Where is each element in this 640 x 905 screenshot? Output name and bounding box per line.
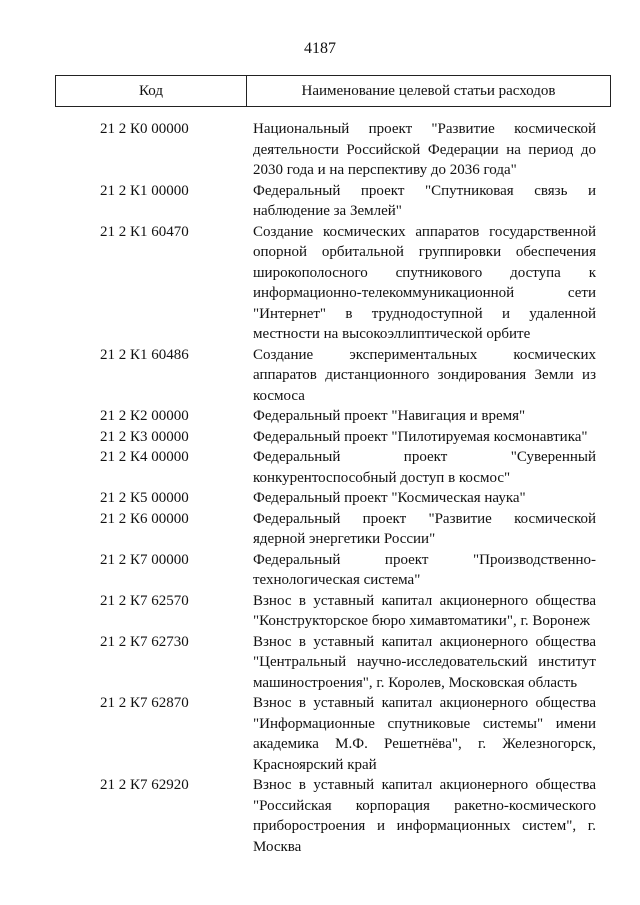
- row-code: 21 2 К1 60470: [100, 223, 189, 240]
- row-code: 21 2 К4 00000: [100, 449, 189, 465]
- row-name: Федеральный проект "Спутниковая связь и наблюдение за Землей": [253, 182, 596, 219]
- table-row: [0, 509, 640, 550]
- table-row: [0, 222, 640, 345]
- table-row: [0, 693, 640, 775]
- table-body: [0, 119, 640, 857]
- row-name: Создание экспериментальных космических аппаратов дистанционного зондирования Земли из космоса: [253, 346, 596, 404]
- row-code: 21 2 К5 00000: [100, 490, 189, 506]
- table-row: [0, 632, 640, 694]
- row-name: Взнос в уставный капитал акционерного общества "Информационные спутниковые системы" имени академика М.Ф. Решетнёва", г. Железногорск, Красноярский край: [253, 695, 596, 773]
- table-header: [55, 75, 611, 107]
- row-name: Федеральный проект "Пилотируемая космонавтика": [253, 428, 588, 445]
- table-row: [0, 447, 640, 488]
- row-name: Взнос в уставный капитал акционерного общества "Центральный научно-исследовательский институт машиностроения", г. Королев, Московская область: [253, 633, 596, 691]
- row-name: Федеральный проект "Суверенный конкурентоспособный доступ в космос": [253, 449, 596, 486]
- row-code: 21 2 К7 62870: [100, 695, 189, 711]
- header-name: Наименование целевой статьи расходов: [301, 83, 556, 99]
- row-code: 21 2 К7 00000: [100, 551, 189, 568]
- header-code: Код: [56, 76, 247, 106]
- page-number: 4187: [304, 40, 336, 57]
- row-code: 21 2 К1 00000: [100, 182, 189, 199]
- row-name: Создание космических аппаратов государственной опорной орбитальной группировки обеспечения широкополосного спутникового доступа к информационно-телекоммуникационной сети "Интернет" в труднодоступной и удаленной местности на высокоэллиптической орбите: [253, 223, 596, 342]
- row-code: 21 2 К3 00000: [100, 428, 189, 445]
- table-row: [0, 488, 640, 509]
- row-code: 21 2 К7 62570: [100, 592, 189, 609]
- row-code: 21 2 К6 00000: [100, 510, 189, 527]
- table-row: [0, 550, 640, 591]
- table-row: [0, 591, 640, 632]
- row-code: 21 2 К7 62920: [100, 777, 189, 793]
- row-name: Национальный проект "Развитие космической деятельности Российской Федерации на период до 2030 года и на перспективу до 2036 года": [253, 121, 596, 178]
- row-name: Федеральный проект "Космическая наука": [253, 490, 526, 506]
- table-row: [0, 427, 640, 448]
- row-code: 21 2 К2 00000: [100, 408, 189, 424]
- row-name: Федеральный проект "Производственно-технологическая система": [253, 551, 596, 588]
- row-code: 21 2 К0 00000: [100, 121, 189, 137]
- row-name: Федеральный проект "Развитие космической ядерной энергетики России": [253, 510, 596, 547]
- table-row: [0, 406, 640, 427]
- table-row: [0, 775, 640, 857]
- table-row: [0, 181, 640, 222]
- row-code: 21 2 К1 60486: [100, 346, 189, 363]
- table-row: [0, 119, 640, 181]
- row-name: Федеральный проект "Навигация и время": [253, 408, 526, 424]
- row-name: Взнос в уставный капитал акционерного общества "Российская корпорация ракетно-космического приборостроения и информационных систем", г. Москва: [253, 777, 596, 855]
- row-code: 21 2 К7 62730: [100, 633, 189, 650]
- row-name: Взнос в уставный капитал акционерного общества "Конструкторское бюро химавтоматики", г. Воронеж: [253, 592, 596, 629]
- table-row: [0, 345, 640, 407]
